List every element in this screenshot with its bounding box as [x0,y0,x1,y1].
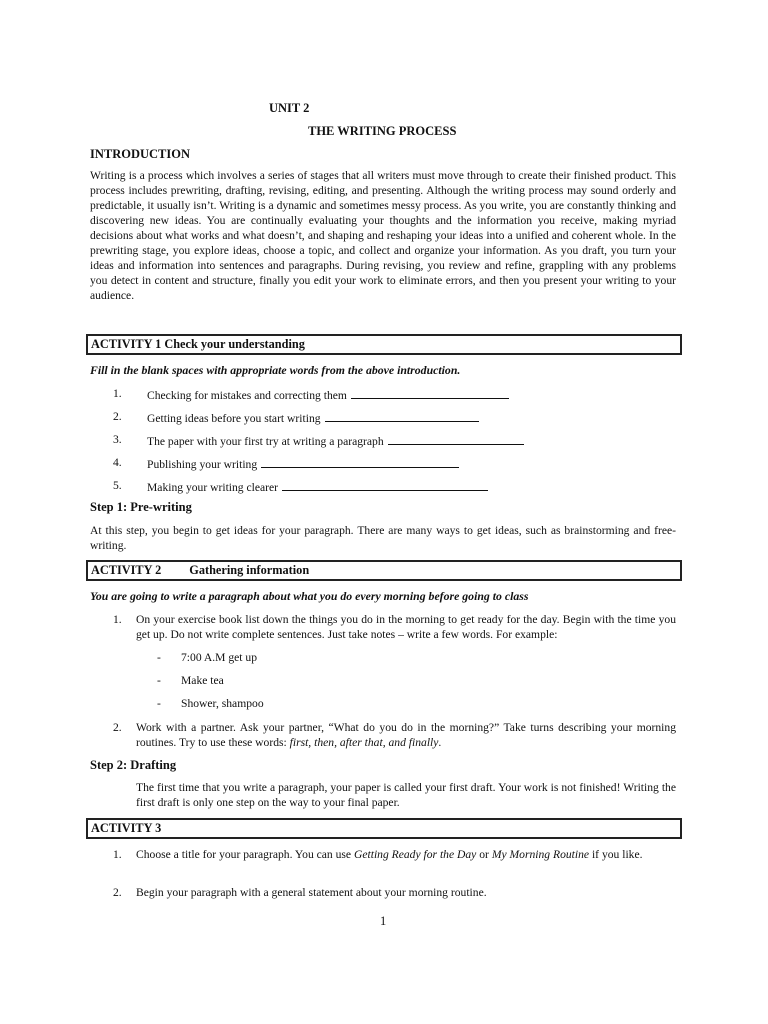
list-item [147,455,459,472]
intro-heading: INTRODUCTION [90,147,191,161]
activity2-label: ACTIVITY 2 [91,563,162,577]
bullet-marker: - [157,697,161,710]
activity3-box [86,818,682,839]
activity2-item2 [136,720,676,750]
list-item [147,409,479,426]
list-item-text: Making your writing clearer [147,481,279,494]
intro-paragraph: Writing is a process which involves a series of stages that all writers must move through to create their finished product. This process includes prewriting, drafting, revising, editing, and presenting. Although the writing process may sound orderly and predictable, it usually isn’t. Writing is a dynamic and sometimes messy process. As you write, you are constantly thinking and discovering new ideas. You are continually evaluating your thoughts and the information you receive, making myriad decisions about what works and what doesn’t, and shaping and reshaping your ideas into a unified and coherent whole. In the prewriting stage, you explore ideas, choose a topic, and collect and organize your information. As you draft, you turn your ideas and information into sentences and paragraphs. During revising, you review and refine, grappling with any problems you detect in content and structure, finally you edit your work to eliminate errors, and then you present your writing to your audience. [90,169,676,302]
activity3-title: ACTIVITY 3 [91,821,162,835]
page-number: 1 [380,914,387,928]
activity2-box [86,560,682,581]
bullet-marker: - [157,674,161,687]
list-item [147,432,524,449]
bullet-item: 7:00 A.M get up [181,651,258,664]
blank-line[interactable] [388,432,524,445]
bullet-item: Shower, shampoo [181,697,264,710]
step1-heading: Step 1: Pre-writing [90,500,192,514]
activity3-item1-text: Choose a title for your paragraph. You can use [136,848,354,861]
list-item-number: 1. [113,387,122,400]
activity2-instruction: You are going to write a paragraph about what you do every morning before going to class [90,589,529,603]
page-title: THE WRITING PROCESS [308,124,457,138]
list-item-number: 2. [113,410,122,423]
activity3-item1-title2: My Morning Routine [491,848,590,861]
list-item-number: 1. [113,613,122,626]
blank-line[interactable] [325,409,479,422]
list-item-number: 1. [113,848,122,861]
activity2-item2-text: Work with a partner. Ask your partner, “What do you do in the morning?” Take turns describing your morning routines. Try to use these words: [136,721,676,749]
list-item-number: 2. [113,721,122,734]
blank-line[interactable] [351,386,509,399]
list-item-text: Publishing your writing [147,458,258,471]
activity2-item2-italic: first, then, after that, and finally [289,736,439,749]
list-item [147,386,509,403]
activity3-item2-text: Begin your paragraph with a general statement about your morning routine. [136,886,487,899]
activity3-item1-or: or [476,848,492,861]
list-item-number: 2. [113,886,122,899]
activity3-item1-title1: Getting Ready for the Day [353,848,477,861]
step2-heading: Step 2: Drafting [90,758,177,772]
activity1-instruction: Fill in the blank spaces with appropriate words from the above introduction. [90,363,461,377]
bullet-marker: - [157,651,161,664]
list-item-text: Checking for mistakes and correcting them [147,389,347,402]
list-item [147,478,488,495]
activity3-item1 [136,847,676,862]
list-item-number: 4. [113,456,122,469]
activity2-name: Gathering information [189,563,310,577]
list-item-number: 3. [113,433,122,446]
activity2-item2-end: . [438,736,442,749]
bullet-item: Make tea [181,674,224,687]
list-item-text: Getting ideas before you start writing [147,412,321,425]
activity1-box [86,334,682,355]
activity3-item1-end: if you like. [589,848,643,861]
activity2-item1-text: On your exercise book list down the things you do in the morning to get ready for the day. Begin with the time you get up. Do not write complete sentences. Just take notes – write a few words. For example: [136,613,676,641]
blank-line[interactable] [282,478,488,491]
list-item-text: The paper with your first try at writing a paragraph [147,435,384,448]
list-item-number: 5. [113,479,122,492]
blank-line[interactable] [261,455,459,468]
unit-label: UNIT 2 [269,101,310,115]
step2-paragraph: The first time that you write a paragraph, your paper is called your first draft. Your work is not finished! Writing the first draft is only one step on the way to your final paper. [136,781,676,809]
activity1-title: ACTIVITY 1 Check your understanding [91,337,305,351]
step1-paragraph: At this step, you begin to get ideas for your paragraph. There are many ways to get ideas, such as brainstorming and free-writing. [90,524,676,552]
